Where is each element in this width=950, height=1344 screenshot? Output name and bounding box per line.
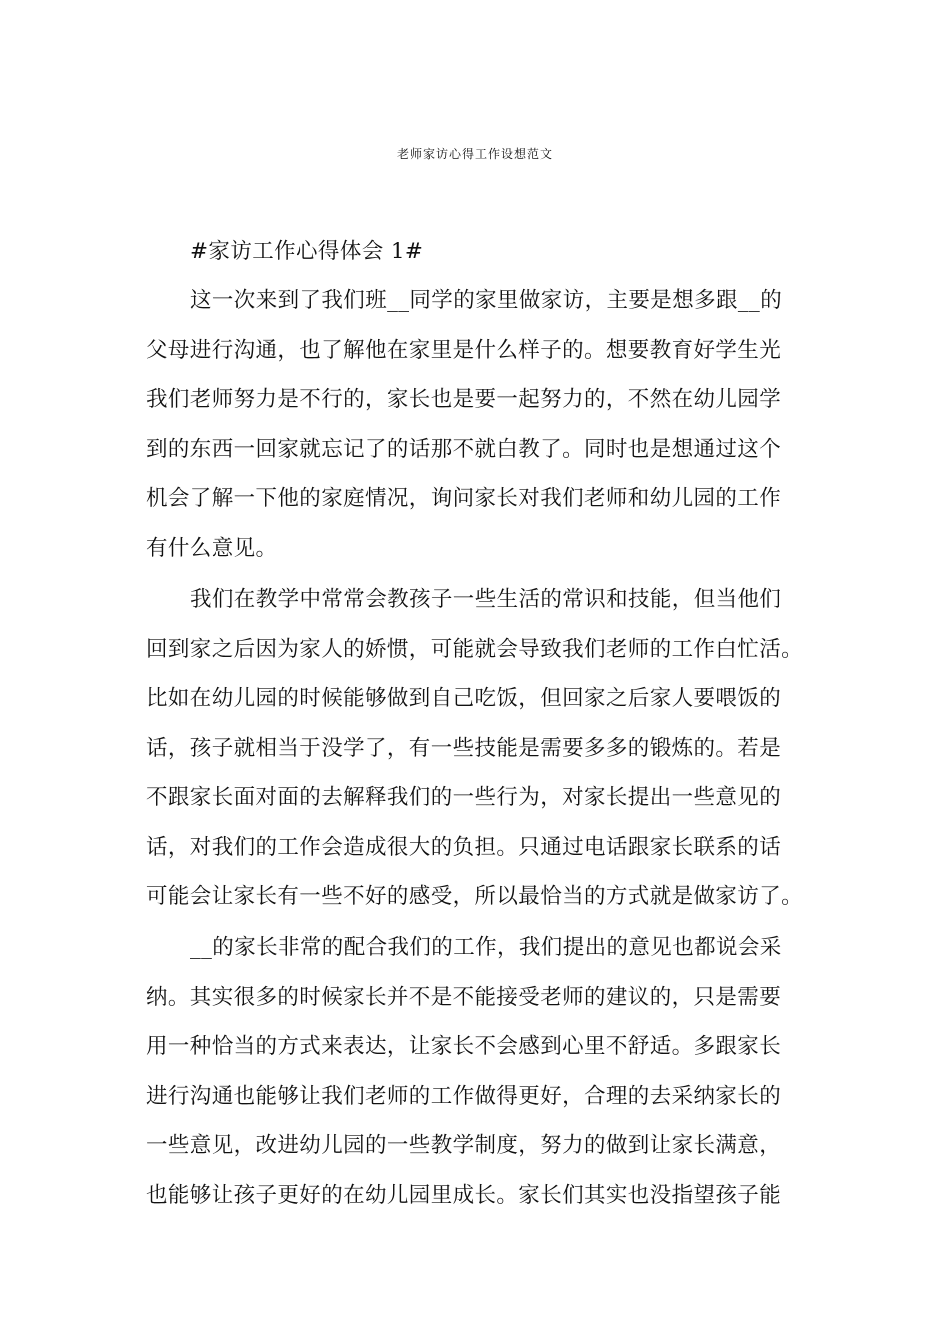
text-line: 我们老师努力是不行的，家长也是要一起努力的，不然在幼儿园学 [146,387,782,412]
text-line: 话，对我们的工作会造成很大的负担。只通过电话跟家长联系的话 [146,835,782,860]
text-line: 纳。其实很多的时候家长并不是不能接受老师的建议的，只是需要 [146,985,782,1010]
text-line: 一些意见，改进幼儿园的一些教学制度，努力的做到让家长满意， [146,1133,782,1158]
document-title: 老师家访心得工作设想范文 [396,147,553,161]
text-line: 到的东西一回家就忘记了的话那不就白教了。同时也是想通过这个 [146,437,782,462]
text-line: 这一次来到了我们班__同学的家里做家访，主要是想多跟__的 [190,288,783,313]
text-line: 我们在教学中常常会教孩子一些生活的常识和技能，但当他们 [190,587,782,612]
text-line: 用一种恰当的方式来表达，让家长不会感到心里不舒适。多跟家长 [146,1034,782,1059]
text-line: 有什么意见。 [146,536,278,561]
text-line: 进行沟通也能够让我们老师的工作做得更好，合理的去采纳家长的 [146,1084,782,1109]
text-line: 父母进行沟通，也了解他在家里是什么样子的。想要教育好学生光 [146,338,782,363]
text-line: 比如在幼儿园的时候能够做到自己吃饭，但回家之后家人要喂饭的 [146,686,782,711]
text-line: 可能会让家长有一些不好的感受，所以最恰当的方式就是做家访了。 [146,884,804,909]
text-line: 回到家之后因为家人的娇惯，可能就会导致我们老师的工作白忙活。 [146,637,804,662]
text-line: 也能够让孩子更好的在幼儿园里成长。家长们其实也没指望孩子能 [146,1183,782,1208]
text-line: __的家长非常的配合我们的工作，我们提出的意见也都说会采 [190,935,782,960]
text-line: 话，孩子就相当于没学了，有一些技能是需要多多的锻炼的。若是 [146,736,782,761]
text-line: 不跟家长面对面的去解释我们的一些行为，对家长提出一些意见的 [146,785,782,810]
section-heading: #家访工作心得体会 1# [190,239,424,264]
text-line: 机会了解一下他的家庭情况，询问家长对我们老师和幼儿园的工作 [146,486,782,511]
